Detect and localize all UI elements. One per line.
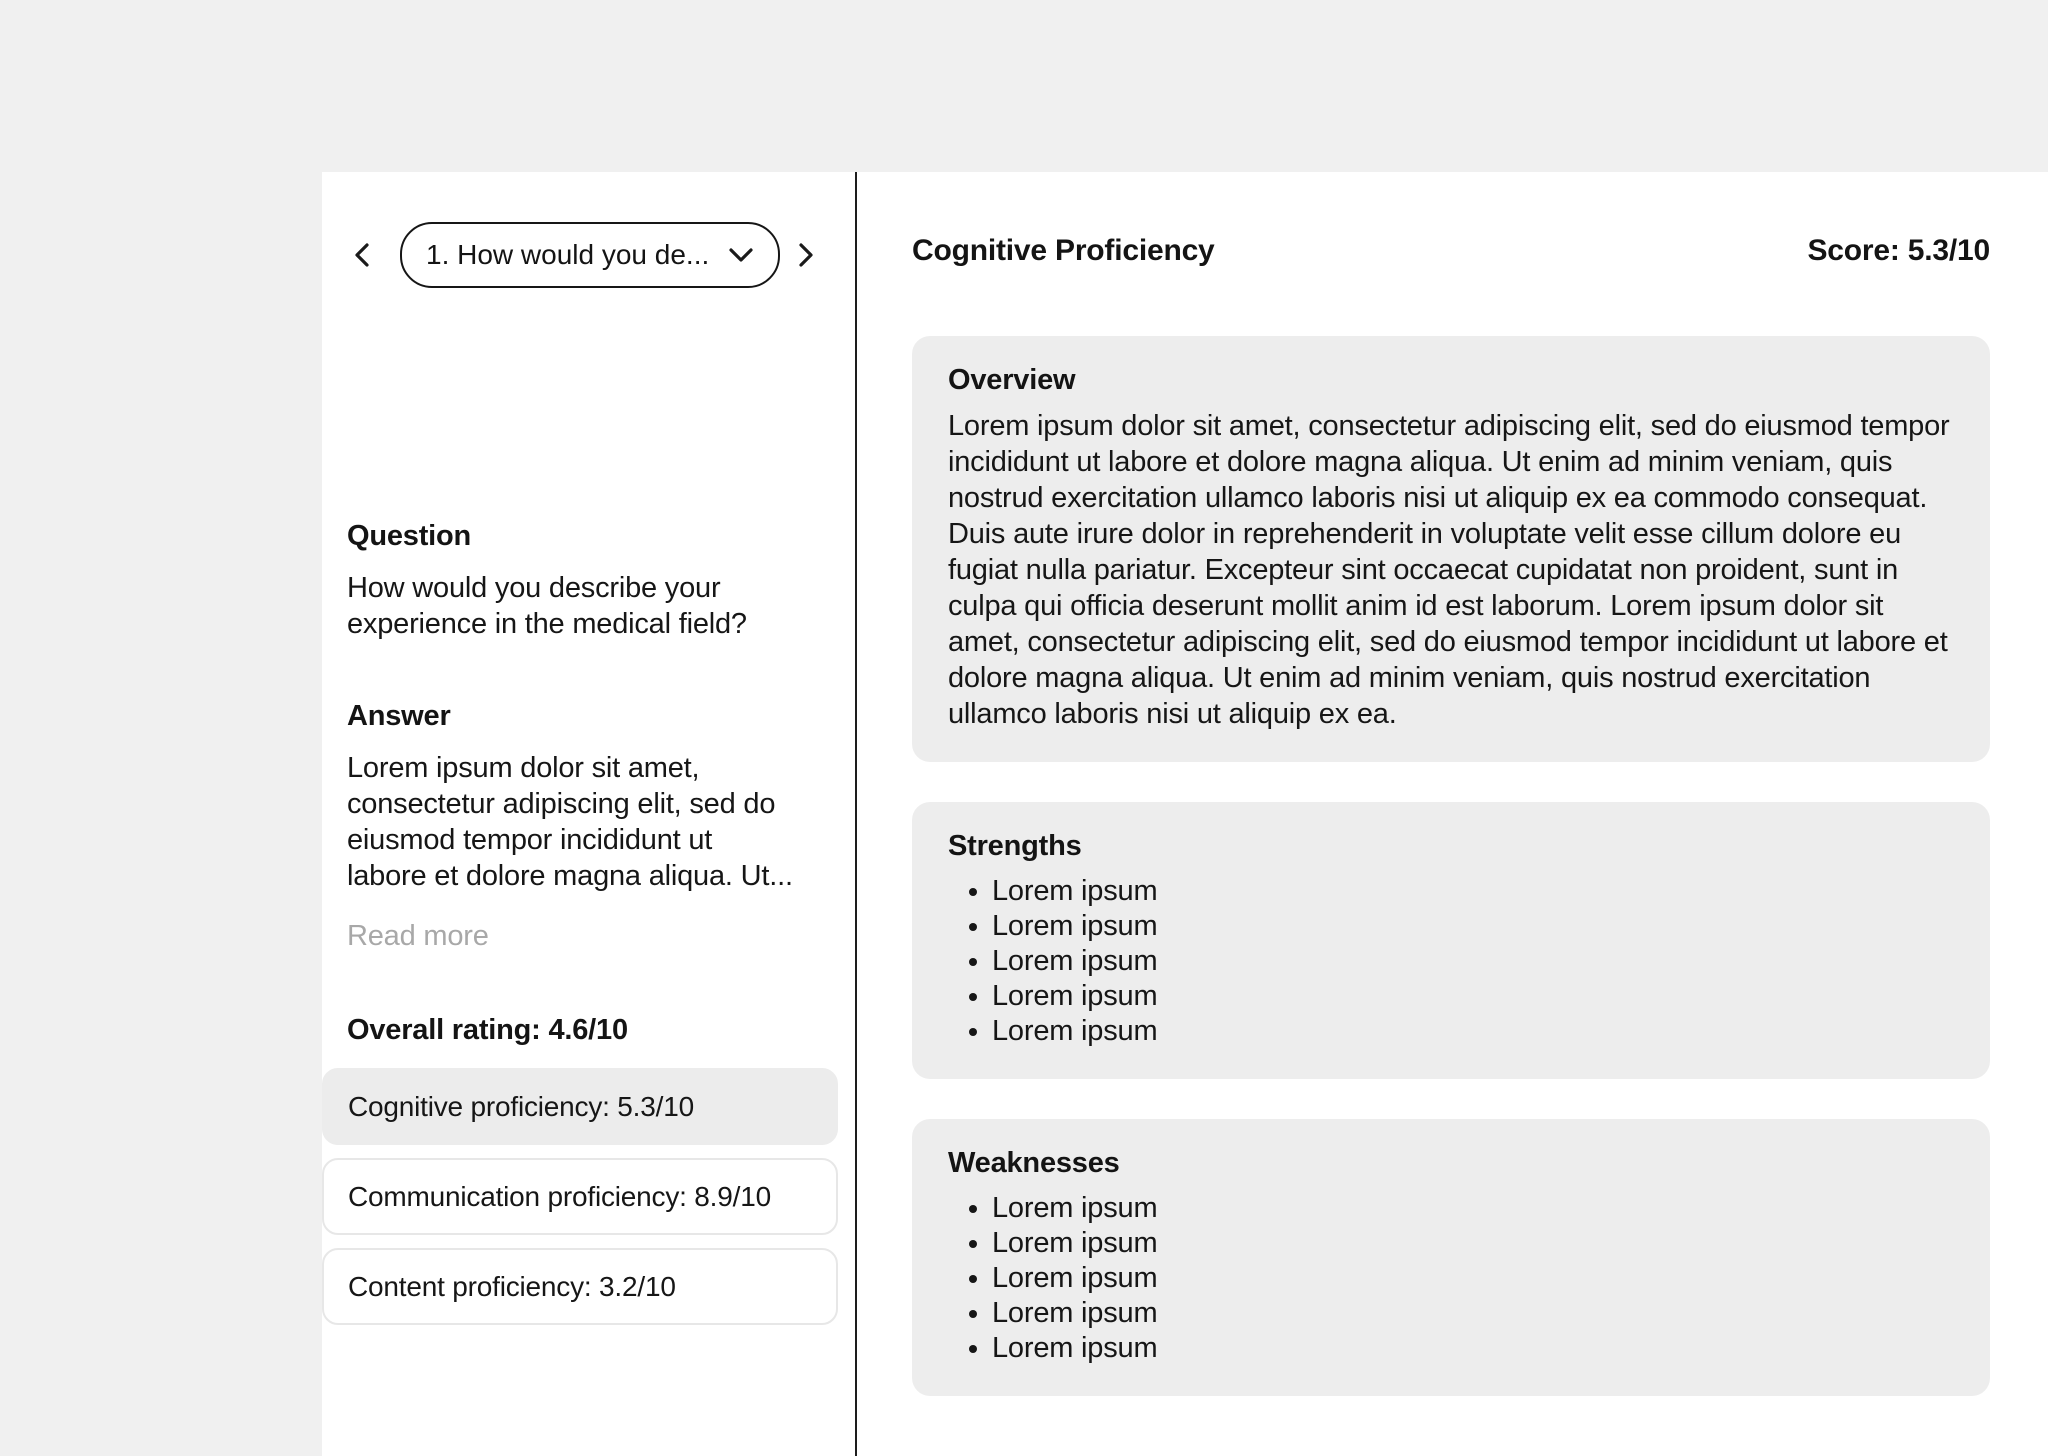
question-dropdown-label: 1. How would you de... [426,239,710,270]
overview-card [912,336,1990,762]
weaknesses-heading: Weaknesses [948,1147,1120,1179]
chevron-right-icon [796,241,816,269]
overview-body: Lorem ipsum dolor sit amet, consectetur adipiscing elit, sed do eiusmod tempor incididunt ut labore et dolore magna aliqua. Ut enim ad minim veniam, quis nostrud exercitation ullamco laboris nisi ut aliquip ex ea commodo consequat. Duis aute irure dolor in reprehenderit in voluptate velit esse cillum dolore eu fugiat nulla pariatur. Excepteur sint occaecat cupidatat non proident, sunt in culpa qui officia deserunt mollit anim id est laborum. Lorem ipsum dolor sit amet, consectetur adipiscing elit, sed do eiusmod tempor incididunt ut labore et dolore magna aliqua. Ut enim ad minim veniam, quis nostrud exercitation ullamco laboris nisi ut aliquip ex ea. [948,410,1950,730]
list-item: • Lorem ipsum [992,1331,1954,1366]
question-sidebar [322,172,838,1456]
proficiency-list [322,1068,838,1338]
list-item: • Lorem ipsum [992,909,1954,944]
strengths-list [948,874,1954,1049]
detail-score: Score: 5.3/10 [1807,234,1990,267]
proficiency-item-label: Content proficiency: 3.2/10 [348,1270,676,1302]
proficiency-item-label: Communication proficiency: 8.9/10 [348,1180,771,1212]
chevron-left-icon [352,241,372,269]
list-item: • Lorem ipsum [992,1296,1954,1331]
list-item: • Lorem ipsum [992,1191,1954,1226]
proficiency-item-content[interactable] [322,1248,838,1325]
weaknesses-list [948,1191,1954,1366]
list-item: • Lorem ipsum [992,874,1954,909]
detail-title: Cognitive Proficiency [912,234,1215,267]
overall-rating-label: Overall rating: 4.6/10 [347,1014,628,1046]
list-item: • Lorem ipsum [992,1014,1954,1049]
answer-heading: Answer [347,700,451,732]
list-item: • Lorem ipsum [992,944,1954,979]
list-item: • Lorem ipsum [992,979,1954,1014]
question-text: How would you describe your experience in the medical field? [347,572,747,640]
detail-header [912,234,1990,268]
proficiency-item-label: Cognitive proficiency: 5.3/10 [348,1090,694,1122]
question-heading: Question [347,520,472,552]
strengths-card [912,802,1990,1079]
list-item: • Lorem ipsum [992,1261,1954,1296]
question-dropdown[interactable] [400,222,780,288]
prev-question-button[interactable] [340,222,384,288]
list-item: • Lorem ipsum [992,1226,1954,1261]
answer-text: Lorem ipsum dolor sit amet, consectetur adipiscing elit, sed do eiusmod tempor incididunt ut labore et dolore magna aliqua. Ut... [347,752,793,892]
detail-cards [912,336,1990,1396]
proficiency-item-cognitive[interactable] [322,1068,838,1145]
question-navigator [322,222,838,288]
read-more-link[interactable]: Read more [347,920,489,952]
chevron-down-icon [728,247,754,263]
weaknesses-card [912,1119,1990,1396]
overview-heading: Overview [948,364,1076,396]
strengths-heading: Strengths [948,830,1082,862]
proficiency-item-communication[interactable] [322,1158,838,1235]
panel-divider [855,172,857,1456]
main-panel [322,172,2048,1456]
next-question-button[interactable] [784,222,828,288]
detail-panel [912,172,1990,1456]
